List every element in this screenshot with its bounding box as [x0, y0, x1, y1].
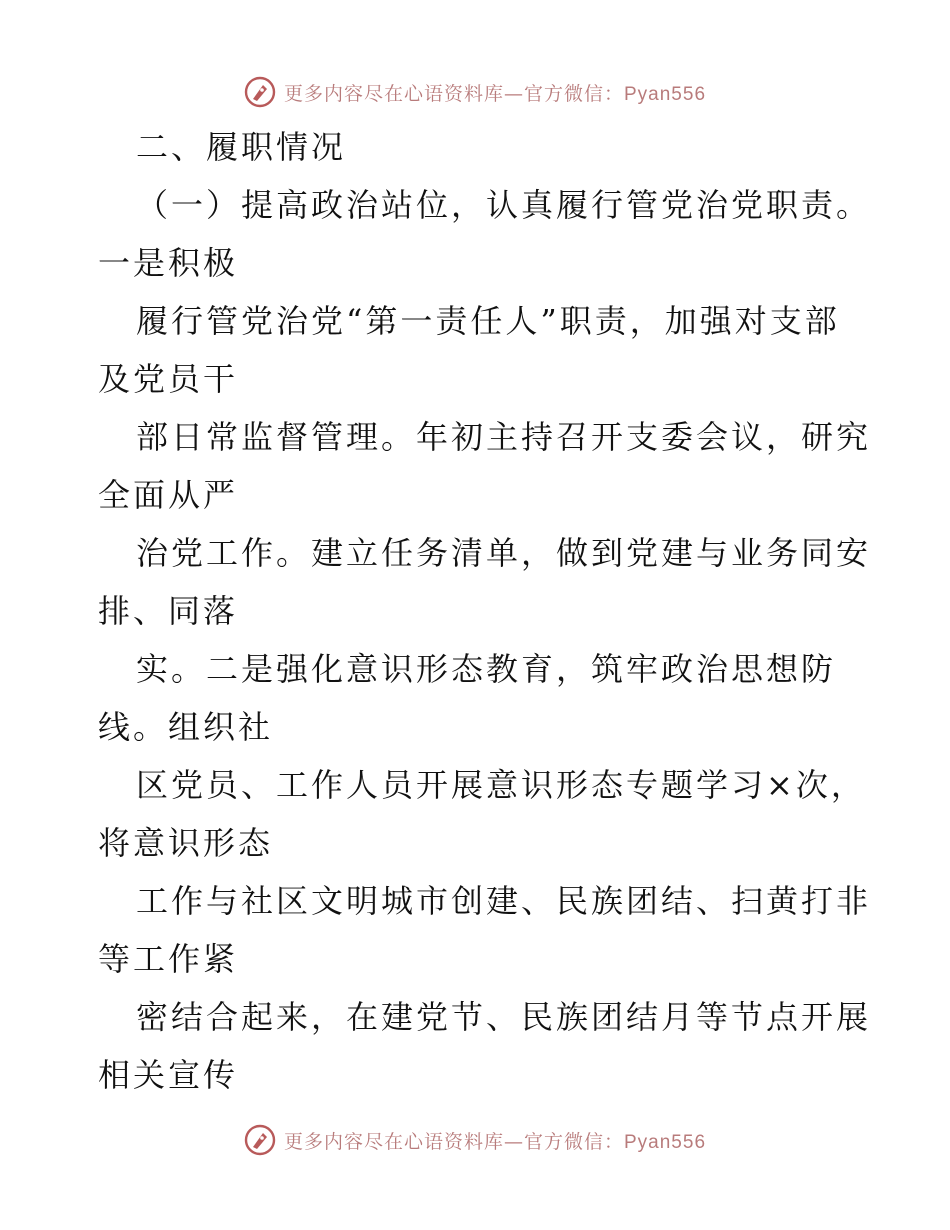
paragraph-line: 实。二是强化意识形态教育，筑牢政治思想防: [136, 650, 837, 688]
header-watermark: [0, 72, 950, 112]
paragraph-line: 履行管党治党“第一责任人”职责，加强对支部: [136, 302, 840, 340]
paragraph-line: 治党工作。建立任务清单，做到党建与业务同安: [136, 534, 872, 572]
paragraph-line: 线。组织社: [98, 708, 274, 746]
paragraph-line: 全面从严: [98, 476, 239, 514]
watermark-text: 更多内容尽在心语资料库—官方微信：Pyan556: [283, 82, 707, 105]
paragraph-line: 及党员干: [98, 360, 239, 398]
paragraph-line: 部日常监督管理。年初主持召开支委会议，研究: [136, 418, 872, 456]
paragraph-line: 将意识形态: [98, 824, 274, 862]
pen-nib-logo-icon: [244, 1124, 276, 1156]
paragraph-line: 密结合起来，在建党节、民族团结月等节点开展: [136, 998, 872, 1036]
section-heading: 二、履职情况: [136, 128, 347, 166]
pen-nib-logo-icon: [244, 76, 276, 108]
document-body: [98, 118, 872, 1104]
paragraph-line: 相关宣传: [98, 1056, 239, 1094]
paragraph-line: （一）提高政治站位，认真履行管党治党职责。: [136, 186, 872, 224]
paragraph-line: 工作与社区文明城市创建、民族团结、扫黄打非: [136, 882, 872, 920]
paragraph-line: 区党员、工作人员开展意识形态专题学习×次，: [136, 766, 866, 804]
paragraph-line: 一是积极: [98, 244, 239, 282]
watermark-text: 更多内容尽在心语资料库—官方微信：Pyan556: [283, 1130, 707, 1153]
paragraph-line: 排、同落: [98, 592, 239, 630]
footer-watermark: [0, 1120, 950, 1160]
paragraph-line: 等工作紧: [98, 940, 239, 978]
